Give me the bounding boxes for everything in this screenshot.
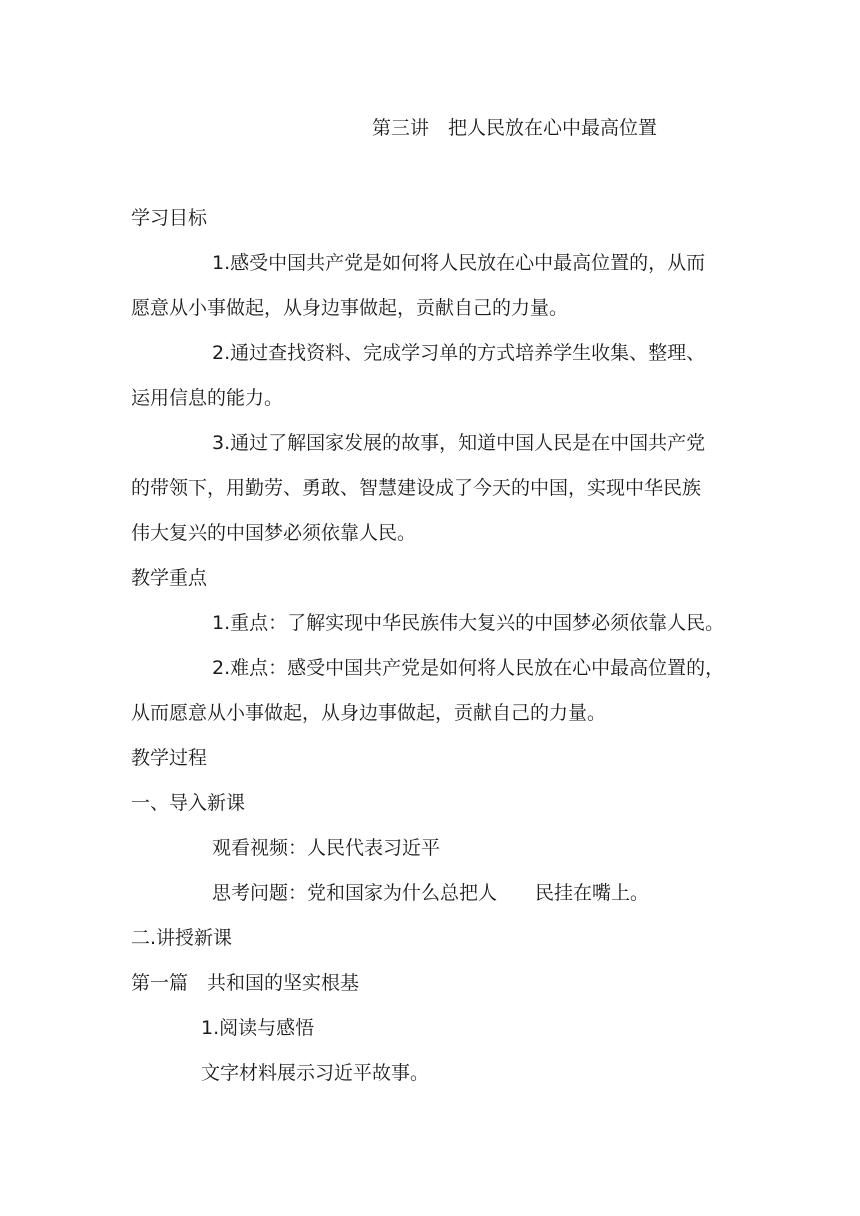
chapter-1-heading: 第一篇 共和国的坚实根基 xyxy=(131,972,360,994)
part-1-video: 观看视频：人民代表习近平 xyxy=(212,837,441,859)
objective-3-line-3: 伟大复兴的中国梦必须依靠人民。 xyxy=(131,522,417,544)
section-heading-objectives: 学习目标 xyxy=(131,207,208,229)
part-2-heading: 二.讲授新课 xyxy=(131,927,233,949)
section-heading-process: 教学过程 xyxy=(131,747,208,769)
chapter-1-step-1: 1.阅读与感悟 xyxy=(201,1017,315,1039)
key-point-1: 1.重点：了解实现中华民族伟大复兴的中国梦必须依靠人民。 xyxy=(212,612,725,634)
objective-2-line-1: 2.通过查找资料、完成学习单的方式培养学生收集、整理、 xyxy=(212,342,706,364)
chapter-1-step-1-text: 文字材料展示习近平故事。 xyxy=(201,1062,430,1084)
objective-3-line-1: 3.通过了解国家发展的故事，知道中国人民是在中国共产党 xyxy=(212,432,706,454)
page-title: 第三讲 把人民放在心中最高位置 xyxy=(372,117,658,139)
section-heading-key-points: 教学重点 xyxy=(131,567,208,589)
part-1-question: 思考问题：党和国家为什么总把人 民挂在嘴上。 xyxy=(212,882,650,904)
objective-3-line-2: 的带领下，用勤劳、勇敢、智慧建设成了今天的中国，实现中华民族 xyxy=(131,477,702,499)
key-point-2-line-2: 从而愿意从小事做起，从身边事做起，贡献自己的力量。 xyxy=(131,702,607,724)
objective-1-line-2: 愿意从小事做起，从身边事做起，贡献自己的力量。 xyxy=(131,297,569,319)
key-point-2-line-1: 2.难点：感受中国共产党是如何将人民放在心中最高位置的， xyxy=(212,657,725,679)
objective-2-line-2: 运用信息的能力。 xyxy=(131,387,284,409)
part-1-heading: 一、导入新课 xyxy=(131,792,246,814)
objective-1-line-1: 1.感受中国共产党是如何将人民放在心中最高位置的，从而 xyxy=(212,252,706,274)
